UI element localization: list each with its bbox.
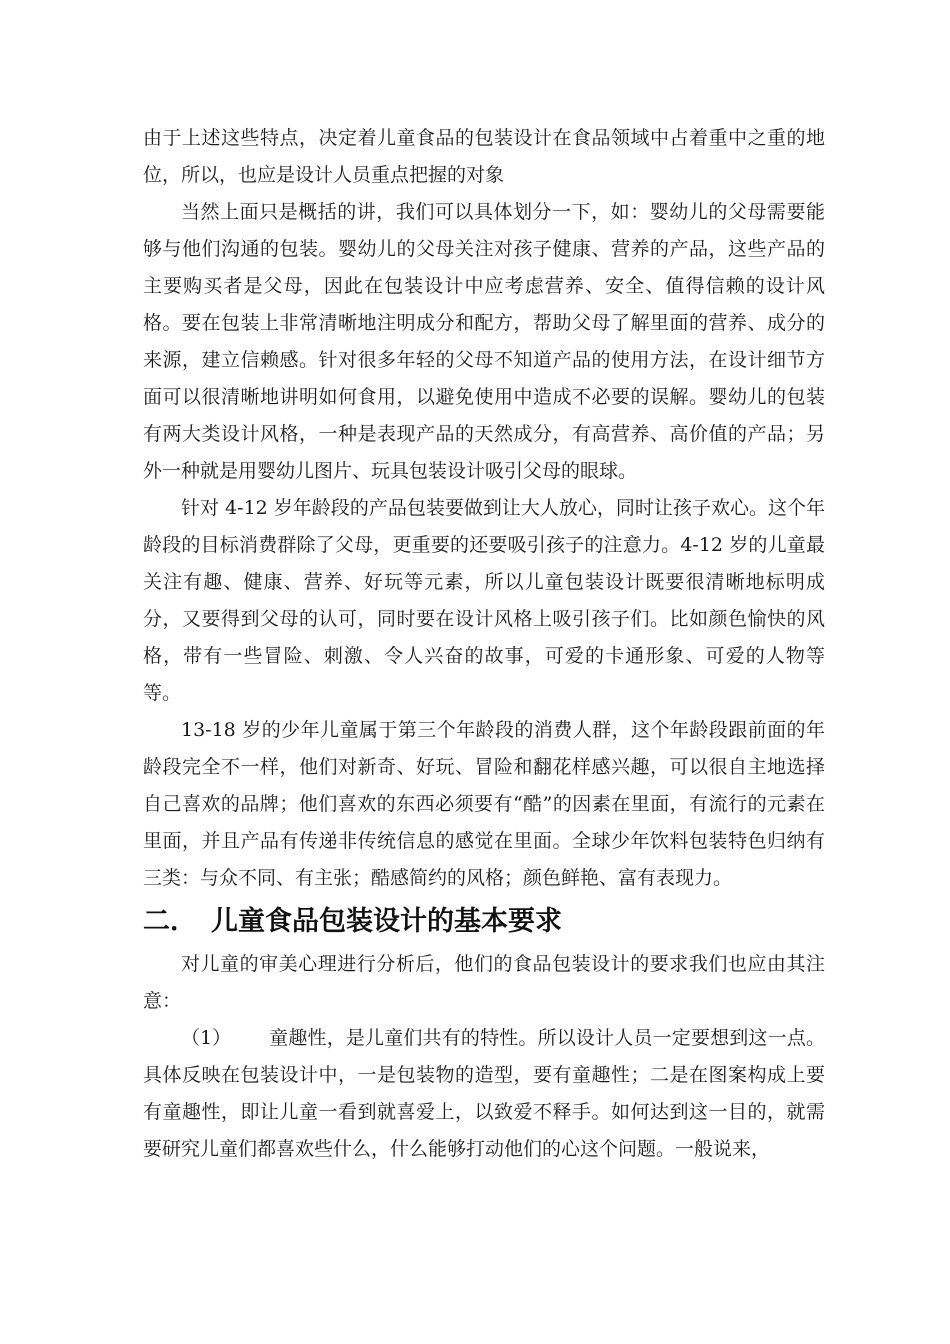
paragraph-requirements-intro: 对儿童的审美心理进行分析后，他们的食品包装设计的要求我们也应由其注意： bbox=[143, 953, 825, 1012]
paragraph-age-13-18: 13-18 岁的少年儿童属于第三个年龄段的消费人群，这个年龄段跟前面的年龄段完全不一样，他们对新奇、好玩、冒险和翻花样感兴趣，可以很自主地选择自己喜欢的品牌；他们喜欢的东西必须要有“酷”的因素在里面，有流行的元素在里面，并且产品有传递非传统信息的感觉在里面。全球少年饮料包装特色归纳有三类：与众不同、有主张；酷感简约的风格；颜色鲜艳、富有表现力。 bbox=[143, 719, 825, 889]
list-item-number: （1） bbox=[181, 1027, 232, 1049]
document-body bbox=[143, 120, 825, 1168]
section-title: 儿童食品包装设计的基本要求 bbox=[211, 906, 562, 937]
list-item-text: 童趣性，是儿童们共有的特性。所以设计人员一定要想到这一点。具体反映在包装设计中，一是包装物的造型，要有童趣性；二是在图案构成上要有童趣性，即让儿童一看到就喜爱上，以致爱不释手。如何达到这一目的，就需要研究儿童们都喜欢些什么，什么能够打动他们的心这个问题。一般说来， bbox=[143, 1027, 825, 1160]
paragraph-age-4-12: 针对 4-12 岁年龄段的产品包装要做到让大人放心，同时让孩子欢心。这个年龄段的目标消费群除了父母，更重要的还要吸引孩子的注意力。4-12 岁的儿童最关注有趣、健康、营养、好玩等元素，所以儿童包装设计既要很清晰地标明成分，又要得到父母的认可，同时要在设计风格上吸引孩子们。比如颜色愉快的风格，带有一些冒险、刺激、令人兴奋的故事，可爱的卡通形象、可爱的人物等等。 bbox=[143, 497, 825, 704]
section-number: 二． bbox=[143, 906, 197, 937]
list-item bbox=[143, 1020, 825, 1168]
paragraph-infants: 当然上面只是概括的讲，我们可以具体划分一下，如：婴幼儿的父母需要能够与他们沟通的包装。婴幼儿的父母关注对孩子健康、营养的产品，这些产品的主要购买者是父母，因此在包装设计中应考虑营养、安全、值得信赖的设计风格。要在包装上非常清晰地注明成分和配方，帮助父母了解里面的营养、成分的来源，建立信赖感。针对很多年轻的父母不知道产品的使用方法，在设计细节方面可以很清晰地讲明如何食用，以避免使用中造成不必要的误解。婴幼儿的包装有两大类设计风格，一种是表现产品的天然成分，有高营养、高价值的产品；另外一种就是用婴幼儿图片、玩具包装设计吸引父母的眼球。 bbox=[143, 201, 825, 482]
section-heading bbox=[143, 900, 825, 944]
paragraph-intro: 由于上述这些特点，决定着儿童食品的包装设计在食品领域中占着重中之重的地位，所以，也应是设计人员重点把握的对象 bbox=[143, 127, 825, 186]
